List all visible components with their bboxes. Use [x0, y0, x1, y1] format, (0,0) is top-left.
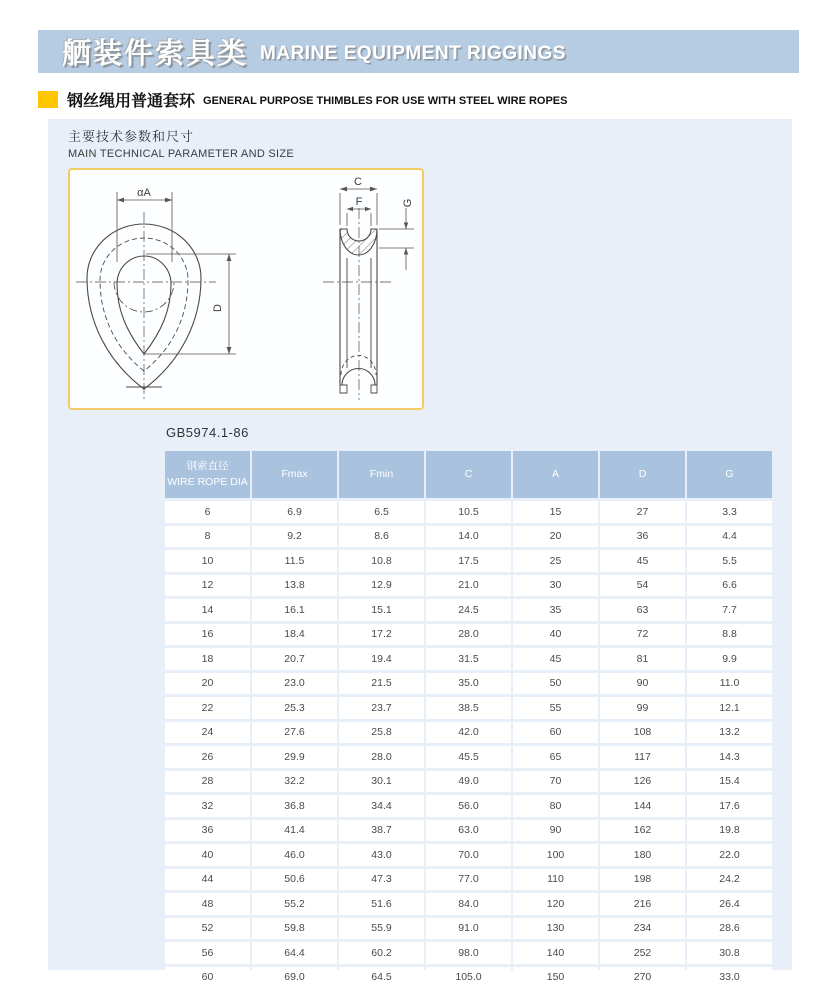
table-cell: 23.0	[252, 673, 337, 695]
table-cell: 162	[600, 820, 685, 842]
table-cell: 19.8	[687, 820, 772, 842]
table-cell: 35	[513, 599, 598, 621]
col-header-wire-rope-dia	[165, 451, 250, 498]
table-cell: 126	[600, 771, 685, 793]
side-left-foot	[340, 385, 347, 393]
table-cell: 98.0	[426, 942, 511, 964]
table-cell: 22	[165, 697, 250, 719]
col-header-fmax: Fmax	[252, 451, 337, 498]
table-cell: 8.8	[687, 624, 772, 646]
table-cell: 47.3	[339, 869, 424, 891]
table-cell: 20	[513, 526, 598, 548]
table-cell: 120	[513, 893, 598, 915]
table-cell: 14	[165, 599, 250, 621]
table-cell: 21.5	[339, 673, 424, 695]
table-cell: 117	[600, 746, 685, 768]
table-cell: 23.7	[339, 697, 424, 719]
table-cell: 28.0	[339, 746, 424, 768]
category-title-zh: 舾装件索具类	[62, 38, 249, 70]
table-cell: 90	[513, 820, 598, 842]
yellow-bullet-icon	[38, 91, 58, 108]
table-cell: 5.5	[687, 550, 772, 572]
table-cell: 6.6	[687, 575, 772, 597]
table-cell: 44	[165, 869, 250, 891]
table-cell: 55	[513, 697, 598, 719]
table-cell: 80	[513, 795, 598, 817]
table-cell: 99	[600, 697, 685, 719]
table-cell: 33.0	[687, 967, 772, 989]
table-cell: 42.0	[426, 722, 511, 744]
col-header-wire-rope-dia-en: WIRE ROPE DIA	[167, 475, 248, 488]
parameter-table	[163, 448, 774, 991]
table-cell: 18.4	[252, 624, 337, 646]
table-cell: 63	[600, 599, 685, 621]
table-cell: 6.5	[339, 501, 424, 523]
side-right-foot	[371, 385, 377, 393]
table-cell: 20.7	[252, 648, 337, 670]
table-cell: 11.5	[252, 550, 337, 572]
table-cell: 10	[165, 550, 250, 572]
table-row	[165, 918, 772, 940]
table-cell: 150	[513, 967, 598, 989]
table-cell: 15	[513, 501, 598, 523]
content-panel	[48, 119, 792, 984]
table-cell: 9.2	[252, 526, 337, 548]
table-cell: 49.0	[426, 771, 511, 793]
dim-label-D: D	[212, 304, 224, 312]
table-row	[165, 599, 772, 621]
table-cell: 64.4	[252, 942, 337, 964]
product-title-en: GENERAL PURPOSE THIMBLES FOR USE WITH STEEL WIRE ROPES	[203, 95, 568, 107]
table-cell: 24.2	[687, 869, 772, 891]
table-cell: 29.9	[252, 746, 337, 768]
table-cell: 140	[513, 942, 598, 964]
technical-drawing-box	[68, 168, 424, 410]
panel-subtitle-zh: 主要技术参数和尺寸	[68, 129, 195, 144]
table-cell: 24.5	[426, 599, 511, 621]
table-cell: 28.6	[687, 918, 772, 940]
table-cell: 6	[165, 501, 250, 523]
table-cell: 6.9	[252, 501, 337, 523]
table-cell: 64.5	[339, 967, 424, 989]
col-header-d: D	[600, 451, 685, 498]
dim-label-F: F	[355, 196, 363, 208]
table-cell: 60	[165, 967, 250, 989]
table-cell: 4.4	[687, 526, 772, 548]
table-cell: 252	[600, 942, 685, 964]
table-row	[165, 697, 772, 719]
table-cell: 14.3	[687, 746, 772, 768]
table-row	[165, 893, 772, 915]
category-title-en: MARINE EQUIPMENT RIGGINGS	[260, 42, 566, 64]
table-cell: 70.0	[426, 844, 511, 866]
table-cell: 45.5	[426, 746, 511, 768]
table-cell: 12.1	[687, 697, 772, 719]
table-row	[165, 550, 772, 572]
table-row	[165, 673, 772, 695]
standard-number: GB5974.1-86	[166, 425, 249, 440]
table-cell: 56.0	[426, 795, 511, 817]
table-cell: 38.7	[339, 820, 424, 842]
table-cell: 17.2	[339, 624, 424, 646]
table-cell: 32.2	[252, 771, 337, 793]
table-cell: 13.8	[252, 575, 337, 597]
table-row	[165, 501, 772, 523]
table-cell: 43.0	[339, 844, 424, 866]
table-cell: 60	[513, 722, 598, 744]
table-cell: 51.6	[339, 893, 424, 915]
table-cell: 27	[600, 501, 685, 523]
table-row	[165, 967, 772, 989]
side-bottom-arc	[342, 369, 375, 386]
table-cell: 26.4	[687, 893, 772, 915]
table-cell: 10.8	[339, 550, 424, 572]
table-cell: 46.0	[252, 844, 337, 866]
table-cell: 54	[600, 575, 685, 597]
table-cell: 50.6	[252, 869, 337, 891]
table-row	[165, 746, 772, 768]
table-cell: 63.0	[426, 820, 511, 842]
table-cell: 16	[165, 624, 250, 646]
table-cell: 27.6	[252, 722, 337, 744]
table-cell: 105.0	[426, 967, 511, 989]
table-cell: 72	[600, 624, 685, 646]
table-cell: 198	[600, 869, 685, 891]
col-header-g: G	[687, 451, 772, 498]
table-cell: 7.7	[687, 599, 772, 621]
table-cell: 55.9	[339, 918, 424, 940]
table-cell: 110	[513, 869, 598, 891]
table-cell: 60.2	[339, 942, 424, 964]
table-cell: 30.1	[339, 771, 424, 793]
dim-label-G: G	[402, 198, 414, 208]
table-cell: 100	[513, 844, 598, 866]
table-cell: 59.8	[252, 918, 337, 940]
category-header-band	[38, 30, 799, 73]
table-row	[165, 771, 772, 793]
table-cell: 70	[513, 771, 598, 793]
table-row	[165, 844, 772, 866]
table-cell: 17.6	[687, 795, 772, 817]
table-cell: 28	[165, 771, 250, 793]
table-cell: 18	[165, 648, 250, 670]
table-row	[165, 526, 772, 548]
table-cell: 25.8	[339, 722, 424, 744]
table-row	[165, 942, 772, 964]
table-cell: 28.0	[426, 624, 511, 646]
table-cell: 52	[165, 918, 250, 940]
table-cell: 108	[600, 722, 685, 744]
table-cell: 84.0	[426, 893, 511, 915]
table-cell: 30.8	[687, 942, 772, 964]
table-cell: 24	[165, 722, 250, 744]
table-row	[165, 575, 772, 597]
table-cell: 216	[600, 893, 685, 915]
table-row	[165, 722, 772, 744]
table-cell: 25.3	[252, 697, 337, 719]
table-cell: 15.4	[687, 771, 772, 793]
table-cell: 8	[165, 526, 250, 548]
table-cell: 16.1	[252, 599, 337, 621]
table-cell: 12.9	[339, 575, 424, 597]
table-cell: 34.4	[339, 795, 424, 817]
side-cross-section	[340, 229, 377, 255]
table-cell: 17.5	[426, 550, 511, 572]
table-cell: 35.0	[426, 673, 511, 695]
col-header-wire-rope-dia-zh: 钢索直径	[186, 460, 229, 473]
table-header-row	[165, 451, 772, 498]
table-row	[165, 648, 772, 670]
table-cell: 45	[513, 648, 598, 670]
table-cell: 14.0	[426, 526, 511, 548]
table-cell: 3.3	[687, 501, 772, 523]
product-title-zh: 钢丝绳用普通套环	[67, 93, 196, 110]
col-header-a: A	[513, 451, 598, 498]
dim-label-C: C	[354, 176, 362, 188]
panel-subtitle	[68, 126, 294, 160]
table-cell: 11.0	[687, 673, 772, 695]
table-cell: 55.2	[252, 893, 337, 915]
table-cell: 30	[513, 575, 598, 597]
table-cell: 36	[165, 820, 250, 842]
table-cell: 81	[600, 648, 685, 670]
table-cell: 69.0	[252, 967, 337, 989]
table-cell: 144	[600, 795, 685, 817]
table-cell: 234	[600, 918, 685, 940]
table-cell: 36	[600, 526, 685, 548]
table-cell: 41.4	[252, 820, 337, 842]
table-cell: 180	[600, 844, 685, 866]
table-cell: 38.5	[426, 697, 511, 719]
table-row	[165, 795, 772, 817]
table-cell: 25	[513, 550, 598, 572]
table-cell: 8.6	[339, 526, 424, 548]
table-cell: 9.9	[687, 648, 772, 670]
table-cell: 56	[165, 942, 250, 964]
table-cell: 19.4	[339, 648, 424, 670]
table-row	[165, 869, 772, 891]
table-row	[165, 820, 772, 842]
table-cell: 31.5	[426, 648, 511, 670]
table-cell: 77.0	[426, 869, 511, 891]
col-header-fmin: Fmin	[339, 451, 424, 498]
panel-subtitle-en: MAIN TECHNICAL PARAMETER AND SIZE	[68, 148, 295, 160]
table-cell: 12	[165, 575, 250, 597]
table-cell: 22.0	[687, 844, 772, 866]
table-cell: 20	[165, 673, 250, 695]
table-cell: 50	[513, 673, 598, 695]
thimble-drawing	[70, 170, 422, 408]
table-cell: 36.8	[252, 795, 337, 817]
table-cell: 21.0	[426, 575, 511, 597]
table-cell: 130	[513, 918, 598, 940]
table-cell: 26	[165, 746, 250, 768]
table-cell: 10.5	[426, 501, 511, 523]
table-cell: 15.1	[339, 599, 424, 621]
col-header-c: C	[426, 451, 511, 498]
table-cell: 91.0	[426, 918, 511, 940]
table-cell: 40	[513, 624, 598, 646]
product-heading	[38, 88, 567, 111]
table-cell: 40	[165, 844, 250, 866]
table-cell: 13.2	[687, 722, 772, 744]
table-cell: 270	[600, 967, 685, 989]
table-cell: 32	[165, 795, 250, 817]
dim-label-aA: αA	[137, 187, 151, 199]
table-cell: 48	[165, 893, 250, 915]
table-cell: 65	[513, 746, 598, 768]
table-cell: 45	[600, 550, 685, 572]
table-row	[165, 624, 772, 646]
table-cell: 90	[600, 673, 685, 695]
